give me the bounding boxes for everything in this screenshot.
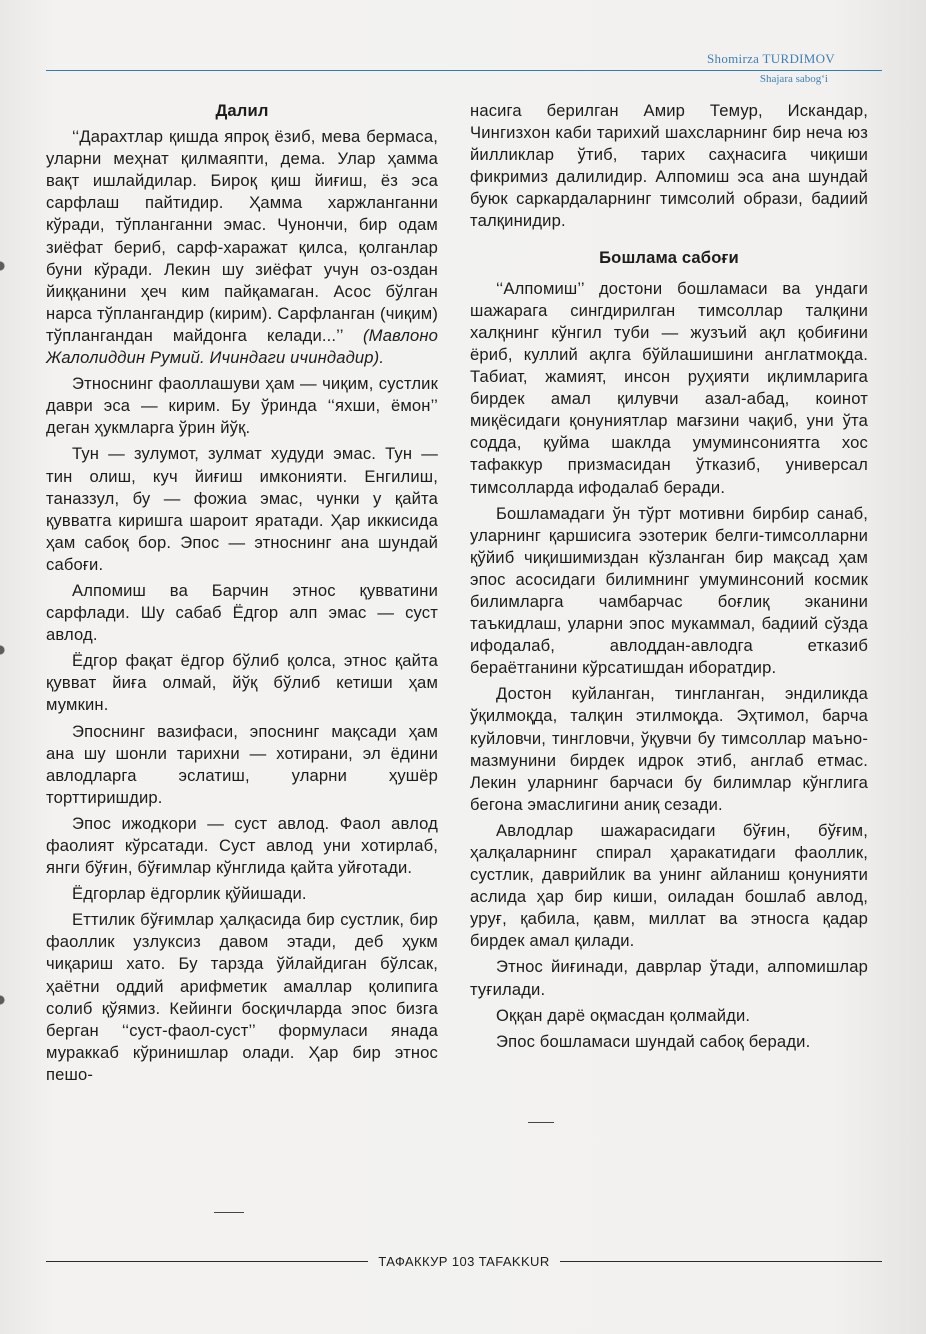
end-dash-mark — [528, 1122, 554, 1123]
section-heading-boshlama: Бошлама сабоғи — [599, 247, 739, 267]
binding-hole-mark — [0, 258, 8, 274]
paragraph: Авлодлар шажарасидаги бўғин, бўғим, ҳалқаларнинг спирал ҳаракатидаги фаоллик, сустлик, даврийлик ва унинг айланиш қонунияти аслида ҳар бир киши, оиладан бошлаб авлод, уруғ, қабила, қавм, миллат ва этносга қадар бирдек амал қилади. — [470, 820, 868, 951]
paragraph: Еттилик бўғимлар ҳалқасида бир сустлик, бир фаоллик узлуксиз давом этади, деб ҳукм чиқариш хато. Бу тарзда ўйлайдиган бўлсак, ҳаётни оддий арифметик амаллар қолипига солиб қўямиз. Кейинги босқичларда эпос бизга берган ‘‘суст-фаол-суст’’ формуласи янада мураккаб кўринишлар олади. Ҳар бир этнос пешо- — [46, 910, 438, 1084]
binding-hole-mark — [0, 992, 8, 1008]
footer-rule-left — [46, 1261, 368, 1262]
paragraph: Эпос бошламаси шундай сабоқ беради. — [496, 1031, 811, 1051]
paragraph: Бошламадаги ўн тўрт мотивни бирбир санаб, уларнинг қаршисига эзотерик белги-тимсолларни қўйиб чиқишимиздан кўзланган бир мақсад ҳам эпос асосидаги билимнинг умуминсоний космик билимларга чамбарчас боғлиқ эканини таъкидлаш, уларни эпос мукаммал, бадиий сўзда ифодалаб, авлоддан-авлодга етказиб бераётганини кўрсатишдан иборатдир. — [470, 503, 868, 678]
right-column — [470, 100, 868, 1053]
left-column — [46, 100, 438, 1086]
paragraph: Эпос ижодкори — суст авлод. Фаол авлод фаолият кўрсатади. Суст авлод уни хотирлаб, янги бўғин, бўғимлар кўнглида қайта уйғотади. — [46, 813, 438, 878]
quote-paragraph — [46, 126, 438, 369]
paragraph: Алпомиш ва Барчин этнос қувватини сарфлади. Шу сабаб Ёдгор алп эмас — суст авлод. — [46, 580, 438, 645]
header-subtitle: Shajara sabog‘i — [759, 73, 828, 85]
footer-rule-right — [560, 1261, 882, 1262]
paragraph: Ёдгор фақат ёдгор бўлиб қолса, этнос қайта қувват йиға олмай, йўқ бўлиб кетиши ҳам мумкин. — [46, 651, 438, 715]
paragraph: Этноснинг фаоллашуви ҳам — чиқим, сустлик даври эса — кирим. Бу ўринда ‘‘яхши, ёмон’’ деган ҳукмларга ўрин йўқ. — [46, 374, 438, 438]
paragraph: Тун — зулумот, зулмат худуди эмас. Тун — тин олиш, куч йиғиш имконияти. Енгилиш, таназзул, бу — фожиа эмас, чунки у қайта қувватга киришга шароит яратади. Ҳар иккисида ҳам сабоқ бор. Эпос — этноснинг ана шундай сабоғи. — [46, 444, 438, 574]
paragraph: Оққан дарё оқмасдан қолмайди. — [496, 1005, 751, 1025]
binding-hole-mark — [0, 642, 8, 658]
section-heading-dalil: Далил — [215, 101, 269, 120]
header-author: Shomirza TURDIMOV — [707, 51, 835, 66]
paragraph: Достон куйланган, тингланган, эндиликда ўқилмоқда, талқин этилмоқда. Эҳтимол, барча куйловчи, тингловчи, ўқувчи бу тимсоллар маъно-мазмунини бирдек идрок этиб, англаб етмас. Лекин уларнинг барчаси бу билимлар кўнглига бегона эмаслигини аниқ сезади. — [470, 684, 868, 814]
paragraph: ‘‘Алпомиш’’ достони бошламаси ва ундаги шажарага сингдирилган тимсоллар талқини халқнинг кўнгил туби — жузъий ақл қобиғини ёриб, куллий ақлга бўйлашишини англатмоқда. Табиат, жамият, инсон руҳияти иқлимларига бирдек амал қилувчи азал-абад, коинот миқёсидаги қонуниятлар мағзини чақиб, уни ўта содда, қуйма шаклда умуминсониятга хос тафаккур призмасидан ўтказиб, универсал тимсолларда ифодалаб беради. — [470, 278, 868, 497]
quote-source: (Мавлоно Жалолиддин Румий. Ичиндаги ичиндадир). — [46, 325, 438, 368]
continuation-paragraph: насига берилган Амир Темур, Искандар, Чингизхон каби тарихий шахсларнинг бир неча юз йилликлар ўтиб, тарих саҳнасига чиқиши фикримиз далилидир. Алпомиш эса ана шундай буюк саркардаларнинг тимсолий образи, бадиий талқинидир. — [470, 101, 868, 231]
end-dash-mark — [214, 1212, 244, 1213]
paragraph: Ёдгорлар ёдгорлик қўйишади. — [72, 884, 307, 904]
footer-page-label: ТАФАККУР 103 TAFAKKUR — [378, 1254, 550, 1269]
quote-text: ‘‘Дарахтлар қишда япроқ ёзиб, мева бермаса, уларни меҳнат қилмаяпти, дема. Улар ҳамма вақт ишлайдилар. Бироқ қиш йиғиш, ёз эса сарфлаш пайтидир. Ҳамма харжланганни кўради, тўпланганни эмас. Чунончи, бир одам зиёфат бериб, сарф-харажат қилса, қолганлар буни кўради. Лекин шу зиёфат учун оз-оздан йиққанини ҳеч ким пайқамаган. Асос бўлган нарса тўплангандир (кирим). Сарфланган (чиқим) тўплангандан майдонга келади...’’ — [46, 127, 438, 345]
header-rule — [46, 70, 882, 71]
paragraph: Этнос йиғинади, даврлар ўтади, алпомишлар туғилади. — [470, 957, 868, 999]
paragraph: Эпоснинг вазифаси, эпоснинг мақсади ҳам ана шу шонли тарихни — хотирани, эл ёдини авлодларга эслатиш, уларни ҳушёр торттиришдир. — [46, 721, 438, 807]
page-footer — [46, 1254, 882, 1269]
